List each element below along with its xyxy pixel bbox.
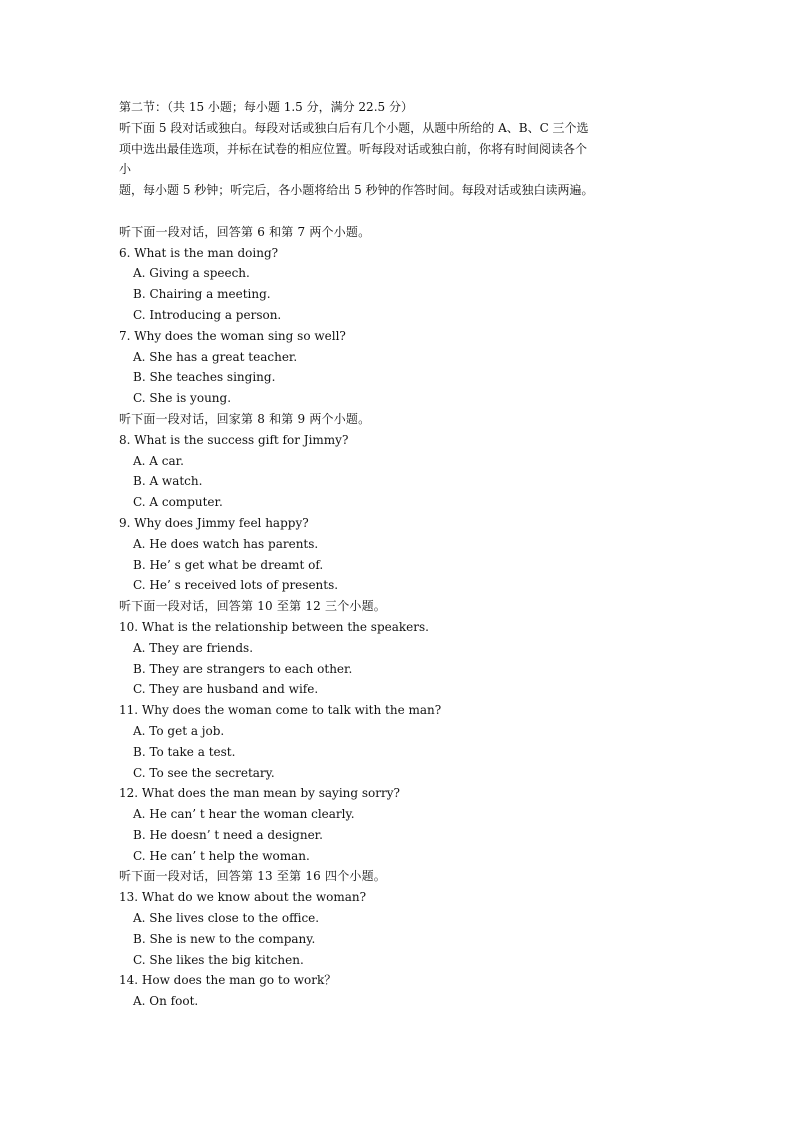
option-a: A. They are friends. <box>133 640 254 655</box>
option-b: B. She teaches singing. <box>133 370 276 385</box>
question-text: 7. Why does the woman sing so well? <box>119 328 346 343</box>
blank-line <box>119 201 679 222</box>
question-text: 11. Why does the woman come to talk with the man? <box>119 703 442 718</box>
intro-line-4: 题，每小题 5 秒钟；听完后，各小题将给出 5 秒钟的作答时间。每段对话或独白读两遍。 <box>119 183 594 198</box>
dialogue-heading: 听下面一段对话，回答第 10 至第 12 三个小题。 <box>119 599 386 614</box>
document-content <box>119 97 679 1012</box>
question-text: 8. What is the success gift for Jimmy? <box>119 432 349 447</box>
option-c: C. He can’ t help the woman. <box>133 848 310 863</box>
option-c: C. He’ s received lots of presents. <box>133 578 339 593</box>
option-c: C. Introducing a person. <box>133 307 282 322</box>
question-text: 10. What is the relationship between the speakers. <box>119 619 429 634</box>
option-b: B. A watch. <box>133 474 203 489</box>
option-a: A. She lives close to the office. <box>133 911 320 926</box>
option-c: C. They are husband and wife. <box>133 682 319 697</box>
option-a: A. Giving a speech. <box>133 266 250 281</box>
option-b: B. He’ s get what be dreamt of. <box>133 557 324 572</box>
question-text: 12. What does the man mean by saying sorry? <box>119 786 400 801</box>
intro-line-2: 项中选出最佳选项，并标在试卷的相应位置。听每段对话或独白前，你将有时间阅读各个 <box>119 141 588 156</box>
option-a: A. He does watch has parents. <box>133 536 319 551</box>
option-a: A. He can’ t hear the woman clearly. <box>133 807 355 822</box>
question-text: 14. How does the man go to work？ <box>119 973 337 988</box>
dialogue-heading: 听下面一段对话，回答第 6 和第 7 两个小题。 <box>119 224 371 239</box>
option-c: C. To see the secretary. <box>133 765 275 780</box>
option-a: A. She has a great teacher. <box>133 349 298 364</box>
option-b: B. He doesn’ t need a designer. <box>133 827 323 842</box>
option-a: A. A car. <box>133 453 184 468</box>
question-text: 6. What is the man doing? <box>119 245 279 260</box>
question-text: 13. What do we know about the woman? <box>119 890 367 905</box>
dialogue-heading: 听下面一段对话，回答第 13 至第 16 四个小题。 <box>119 869 386 884</box>
option-b: B. She is new to the company. <box>133 931 316 946</box>
dialogue-heading: 听下面一段对话，回家第 8 和第 9 两个小题。 <box>119 411 371 426</box>
option-b: B. To take a test. <box>133 744 236 759</box>
option-a: A. To get a job. <box>133 723 225 738</box>
option-b: B. Chairing a meeting. <box>133 287 271 302</box>
option-c: C. She is young. <box>133 391 232 406</box>
option-c: C. A computer. <box>133 495 223 510</box>
option-c: C. She likes the big kitchen. <box>133 952 304 967</box>
section-title: 第二节：（共 15 小题；每小题 1.5 分，满分 22.5 分） <box>119 100 413 114</box>
intro-line-3: 小 <box>119 162 132 177</box>
question-text: 9. Why does Jimmy feel happy? <box>119 515 309 530</box>
intro-line-1: 听下面 5 段对话或独白。每段对话或独白后有几个小题，从题中所给的 A、B、C 三个选 <box>119 120 589 135</box>
option-b: B. They are strangers to each other. <box>133 661 353 676</box>
option-a: A. On foot. <box>133 994 199 1009</box>
